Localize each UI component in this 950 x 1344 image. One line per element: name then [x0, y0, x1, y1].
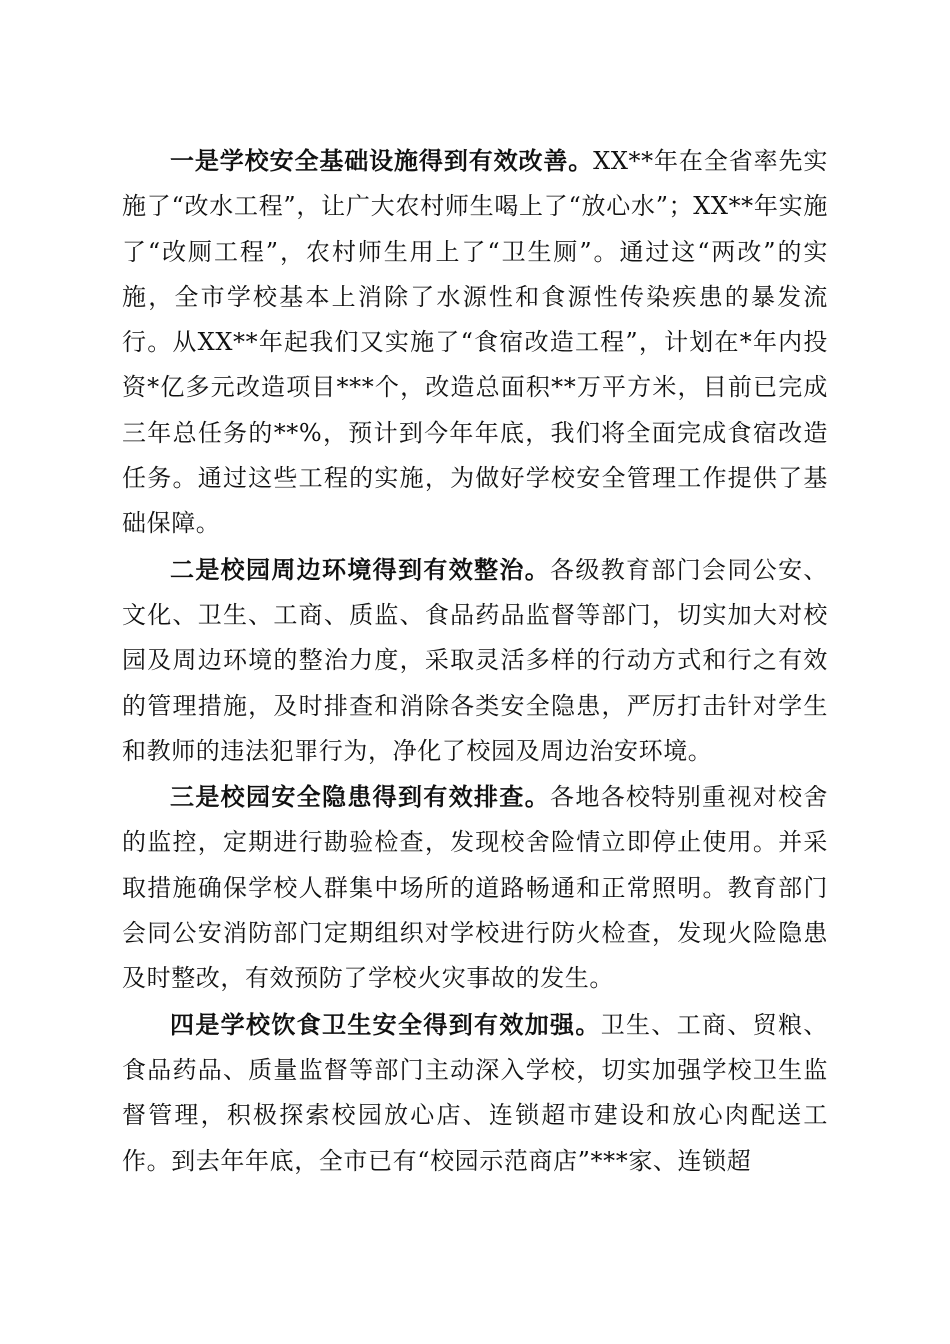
- paragraph-1-lead: 一是学校安全基础设施得到有效改善。: [170, 146, 594, 175]
- paragraph-3-text: 各地各校特别重视对校舍的监控，定期进行勘验检查，发现校舍险情立即停止使用。并采取措施确保学校人群集中场所的道路畅通和正常照明。教育部门会同公安消防部门定期组织对学校进行防火检查，发现火险隐患及时整改，有效预防了学校火灾事故的发生。: [122, 783, 829, 993]
- paragraph-2: [122, 547, 828, 774]
- paragraph-4-text: 卫生、工商、贸粮、食品药品、质量监督等部门主动深入学校，切实加强学校卫生监督管理，积极探索校园放心店、连锁超市建设和放心肉配送工作。到去年年底，全市已有“校园示范商店”***家、连锁超: [122, 1010, 829, 1175]
- paragraph-2-lead: 二是校园周边环境得到有效整治。: [170, 554, 551, 584]
- paragraph-1-text: XX**年在全省率先实施了“改水工程”，让广大农村师生喝上了“放心水”；XX**年实施了“改厕工程”，农村师生用上了“卫生厕”。通过这“两改”的实施，全市学校基本上消除了水源性和食源性传染疾患的暴发流行。从XX**年起我们又实施了“食宿改造工程”，计划在*年内投资*亿多元改造项目***个，改造总面积**万平方米，目前已完成三年总任务的**%，预计到今年年底，我们将全面完成食宿改造任务。通过这些工程的实施，为做好学校安全管理工作提供了基础保障。: [122, 147, 828, 538]
- paragraph-3-lead: 三是校园安全隐患得到有效排查。: [170, 782, 551, 812]
- paragraph-1: [122, 138, 828, 547]
- paragraph-3: [122, 774, 828, 1001]
- paragraph-4: [122, 1002, 828, 1184]
- paragraph-4-lead: 四是学校饮食卫生安全得到有效加强。: [170, 1009, 601, 1039]
- document-body: [122, 138, 828, 1184]
- paragraph-2-text: 各级教育部门会同公安、文化、卫生、工商、质监、食品药品监督等部门，切实加大对校园及周边环境的整治力度，采取灵活多样的行动方式和行之有效的管理措施，及时排查和消除各类安全隐患，严厉打击针对学生和教师的违法犯罪行为，净化了校园及周边治安环境。: [122, 555, 829, 765]
